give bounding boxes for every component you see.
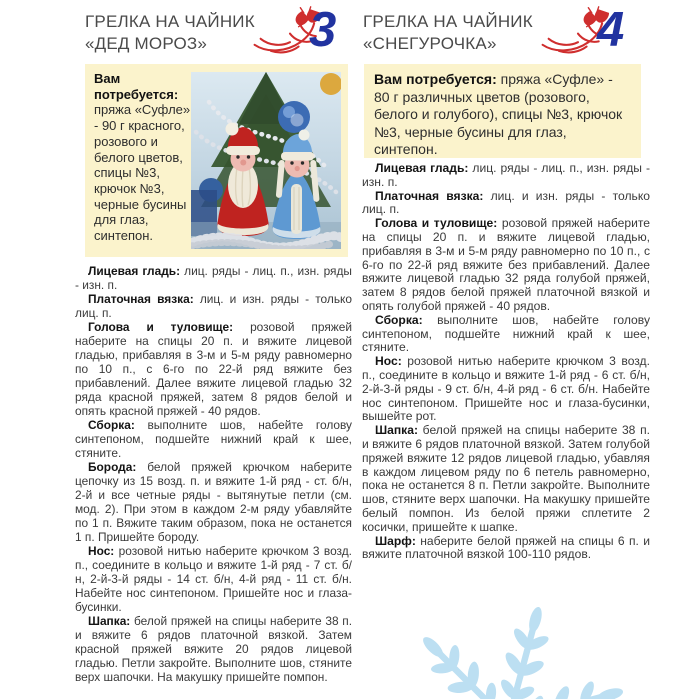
instructions-ded-moroz	[75, 264, 352, 684]
title-line-1: ГРЕЛКА НА ЧАЙНИК	[85, 12, 255, 31]
instruction-paragraph	[362, 217, 650, 314]
instruction-paragraph	[362, 535, 650, 563]
instruction-paragraph	[75, 292, 352, 320]
title-line-1: ГРЕЛКА НА ЧАЙНИК	[363, 12, 533, 31]
paragraph-lead: Платочная вязка:	[375, 188, 484, 203]
title-line-2: «СНЕГУРОЧКА»	[363, 33, 497, 53]
instruction-paragraph	[75, 544, 352, 614]
instruction-paragraph	[362, 355, 650, 424]
instruction-paragraph	[75, 320, 352, 418]
materials-box-snegurochka	[364, 64, 641, 158]
paragraph-lead: Шарф:	[375, 533, 416, 548]
paragraph-lead: Сборка:	[375, 312, 423, 327]
materials-value: пряжа «Суфле» - 90 г красного, розового и белого цветов, спицы №3, крючок №3, черные бусины для глаз, синтепон.	[94, 102, 191, 244]
paragraph-lead: Борода:	[88, 460, 137, 474]
article-number: 4	[597, 3, 625, 57]
paragraph-text: розовой нитью наберите крючком 3 возд. п., соедините в кольцо и вяжите 1-й ряд - 6 ст. б/н, 2-й-3-й ряды - 9 ст. б/н, 4-й ряд - 6 ст. б/н. Набейте нос синтепоном. Пришейте нос и глаза-бусинки, вышейте рот.	[362, 354, 650, 424]
article-title-snegurochka	[363, 11, 563, 54]
paragraph-text: розовой нитью наберите крючком 3 возд. п., соедините в кольцо и вяжите 1-й ряд - 7 ст. б/н, 2-й-3-й ряды - 14 ст. б/н, 4-й ряд - 11 ст. б/н. Набейте нос синтепоном. Пришейте нос и глаза-бусинки.	[75, 544, 352, 614]
instruction-paragraph	[75, 460, 352, 544]
instruction-paragraph	[75, 614, 352, 684]
paragraph-text: лиц. ряды - лиц. п., изн. ряды - изн. п.	[362, 161, 650, 189]
paragraph-lead: Лицевая гладь:	[375, 161, 469, 175]
materials-box-ded-moroz	[85, 64, 348, 257]
paragraph-text: белой пряжей на спицы наберите 38 п. и вяжите 6 рядов платочной вязкой. Затем голубой пряжей вяжите 12 рядов лицевой гладью, убавляя в каждом лицевом ряду по 6 петель равномерно, пока не останется 8 п. Петли закройте. Выполните шов, стяните верх шапочки. На макушку пришейте белый помпон. Из белой пряжи сплетите 2 косички, пришейте к шапке.	[362, 423, 650, 534]
instruction-paragraph	[362, 190, 650, 218]
instruction-paragraph	[362, 162, 650, 190]
materials-label: Вам потребуется:	[374, 71, 497, 87]
paragraph-text: лиц. и изн. ряды - только лиц. п.	[362, 188, 650, 217]
paragraph-text: розовой пряжей наберите на спицы 20 п. и вяжите лицевой гладью, прибавляя в 3-м и 5-м ряду равномерно по 10 п., с 6-го по 22-й ряд вяжите без прибавлений. Далее вяжите лицевой гладью 32 ряда красной пряжей, затем 8 рядов белой и опять красной пряжей - 40 рядов.	[75, 320, 352, 418]
snowflake-icon	[361, 575, 655, 699]
paragraph-lead: Лицевая гладь:	[88, 264, 181, 278]
paragraph-lead: Нос:	[375, 354, 402, 369]
paragraph-text: выполните шов, набейте голову синтепоном, подшейте нижний край к шее, стяните.	[362, 312, 650, 355]
paragraph-text: белой пряжей на спицы наберите 38 п. и вяжите 6 рядов платочной вязкой. Затем красной пряжей вяжите 20 рядов лицевой гладью. Петли закройте. Выполните шов, стяните верх шапочки. На макушку пришейте помпон.	[75, 614, 352, 684]
article-number: 3	[309, 3, 337, 57]
materials-value: пряжа «Суфле» - 80 г различных цветов (розового, белого и голубого), спицы №3, крючок №3, черные бусины для глаз, синтепон.	[374, 71, 623, 158]
paragraph-lead: Шапка:	[375, 423, 418, 438]
paragraph-text: лиц. и изн. ряды - только лиц. п.	[75, 292, 352, 320]
instruction-paragraph	[362, 424, 650, 534]
paragraph-lead: Сборка:	[88, 418, 135, 432]
paragraph-text: лиц. ряды - лиц. п., изн. ряды - изн. п.	[75, 264, 352, 292]
paragraph-lead: Голова и туловище:	[88, 320, 234, 334]
instructions-snegurochka	[362, 162, 650, 562]
paragraph-text: наберите белой пряжей на спицы 6 п. и вяжите платочной вязкой 100-110 рядов.	[362, 533, 650, 562]
paragraph-text: выполните шов, набейте голову синтепоном, подшейте нижний край к шее, стяните.	[75, 418, 353, 460]
instruction-paragraph	[75, 264, 352, 292]
instruction-paragraph	[75, 418, 352, 460]
materials-text	[94, 71, 193, 244]
paragraph-lead: Шапка:	[88, 614, 131, 628]
paragraph-lead: Голова и туловище:	[375, 216, 498, 231]
photo-ded-moroz-and-snegurochka-dolls	[191, 72, 341, 249]
materials-label: Вам потребуется:	[94, 71, 179, 102]
paragraph-text: белой пряжей крючком наберите цепочку из 15 возд. п. и вяжите 1-й ряд - ст. б/н, 2-й и все четные ряды - вытянутые петли (см. мод. 2). При этом в каждом 2-м ряду убавляйте по 1 п. Вяжите таким образом, пока не останется 1 п. Пришейте бороду.	[75, 460, 353, 544]
paragraph-lead: Платочная вязка:	[88, 292, 194, 306]
title-line-2: «ДЕД МОРОЗ»	[85, 33, 208, 53]
paragraph-lead: Нос:	[88, 544, 115, 558]
paragraph-text: розовой пряжей наберите на спицы 20 п. и вяжите лицевой гладью, прибавляя в 3-м и 5-м ряду равномерно по 10 п., с 6-го по 22-й ряд вяжите без прибавлений. Далее вяжите лицевой гладью 32 ряда голубой пряжей, затем 8 рядов белой пряжей платочной вязкой и опять голубой пряжей - 40 рядов.	[362, 216, 651, 313]
instruction-paragraph	[362, 314, 650, 355]
